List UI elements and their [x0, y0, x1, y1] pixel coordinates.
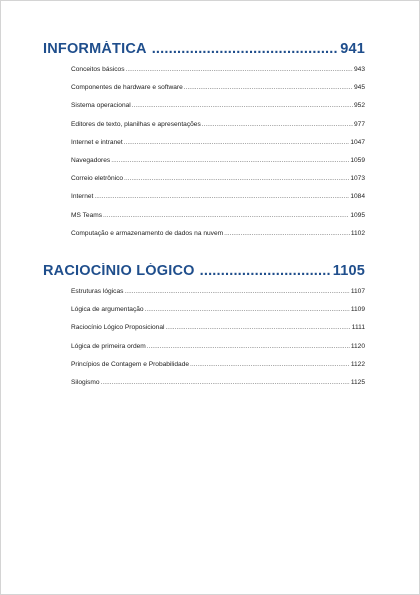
- dot-leader: [202, 121, 353, 128]
- entry-page-number: 1109: [350, 306, 365, 314]
- section-page-number: 1105: [332, 263, 365, 279]
- entry-title: Lógica de primeira ordem: [71, 342, 146, 350]
- toc-entry[interactable]: [71, 212, 365, 230]
- entry-page-number: 943: [353, 66, 365, 73]
- entry-page-number: 1107: [350, 288, 365, 295]
- toc-entry[interactable]: [71, 324, 365, 342]
- section-heading[interactable]: [43, 41, 365, 61]
- toc-entry-list: [43, 288, 365, 397]
- entry-title: Estruturas lógicas: [71, 288, 124, 295]
- dot-leader: [124, 175, 349, 182]
- section-title: INFORMÁTICA: [43, 41, 147, 57]
- dot-leader: [124, 139, 350, 146]
- dot-leader: [224, 230, 350, 237]
- entry-title: Editores de texto, planilhas e apresentações: [71, 120, 201, 128]
- dot-leader: [184, 84, 353, 91]
- toc-entry[interactable]: [71, 288, 365, 306]
- entry-title: Correio eletrônico: [71, 175, 124, 183]
- dot-leader: [147, 343, 350, 350]
- dot-leader: [190, 361, 350, 368]
- section-title: RACIOCÍNIO LÓGICO: [43, 263, 195, 279]
- entry-page-number: 952: [353, 102, 365, 110]
- entry-title: Navegadores: [71, 156, 111, 164]
- dot-leader: [200, 263, 331, 279]
- toc-entry[interactable]: [71, 379, 365, 397]
- entry-title: Princípios de Contagem e Probabilidade: [71, 360, 190, 368]
- toc-entry[interactable]: [71, 139, 365, 157]
- dot-leader: [165, 324, 350, 331]
- toc-entry[interactable]: [71, 175, 365, 193]
- toc-entry[interactable]: [71, 361, 365, 379]
- toc-entry[interactable]: [71, 343, 365, 361]
- entry-title: Internet: [71, 193, 94, 201]
- entry-page-number: 1111: [351, 324, 365, 332]
- dot-leader: [103, 212, 349, 219]
- entry-title: Silogismo: [71, 378, 100, 386]
- toc-entry[interactable]: [71, 306, 365, 324]
- entry-title: Conceitos básicos: [71, 66, 125, 73]
- toc-entry[interactable]: [71, 66, 365, 84]
- toc-entry[interactable]: [71, 230, 365, 248]
- toc-section-raciocinio-logico: [43, 263, 365, 397]
- entry-page-number: 1084: [350, 193, 365, 201]
- dot-leader: [152, 41, 339, 57]
- entry-page-number: 1102: [350, 229, 365, 237]
- entry-title: Computação e armazenamento de dados na nuvem: [71, 229, 224, 237]
- entry-page-number: 977: [353, 120, 365, 128]
- section-heading[interactable]: [43, 263, 365, 283]
- entry-page-number: 1059: [350, 156, 365, 164]
- dot-leader: [126, 66, 353, 73]
- dot-leader: [111, 157, 349, 164]
- entry-page-number: 1047: [350, 138, 365, 146]
- entry-page-number: 1125: [350, 378, 365, 386]
- entry-title: Lógica de argumentação: [71, 306, 144, 314]
- dot-leader: [145, 306, 350, 313]
- entry-title: Raciocínio Lógico Proposicional: [71, 324, 165, 332]
- entry-title: Internet e intranet: [71, 138, 123, 146]
- entry-page-number: 1073: [350, 175, 365, 183]
- entry-page-number: 1120: [350, 342, 365, 350]
- section-page-number: 941: [340, 41, 365, 57]
- toc-entry[interactable]: [71, 84, 365, 102]
- dot-leader: [132, 102, 353, 109]
- toc-entry[interactable]: [71, 193, 365, 211]
- toc-entry[interactable]: [71, 157, 365, 175]
- entry-page-number: 945: [353, 84, 365, 92]
- dot-leader: [124, 288, 349, 295]
- entry-title: MS Teams: [71, 211, 103, 219]
- entry-title: Sistema operacional: [71, 102, 131, 110]
- entry-page-number: 1122: [350, 360, 365, 368]
- toc-section-informatica: [43, 41, 365, 248]
- entry-title: Componentes de hardware e software: [71, 84, 183, 92]
- entry-page-number: 1095: [350, 211, 365, 219]
- dot-leader: [94, 193, 349, 200]
- dot-leader: [101, 379, 350, 386]
- toc-entry-list: [43, 66, 365, 248]
- toc-entry[interactable]: [71, 102, 365, 120]
- toc-entry[interactable]: [71, 121, 365, 139]
